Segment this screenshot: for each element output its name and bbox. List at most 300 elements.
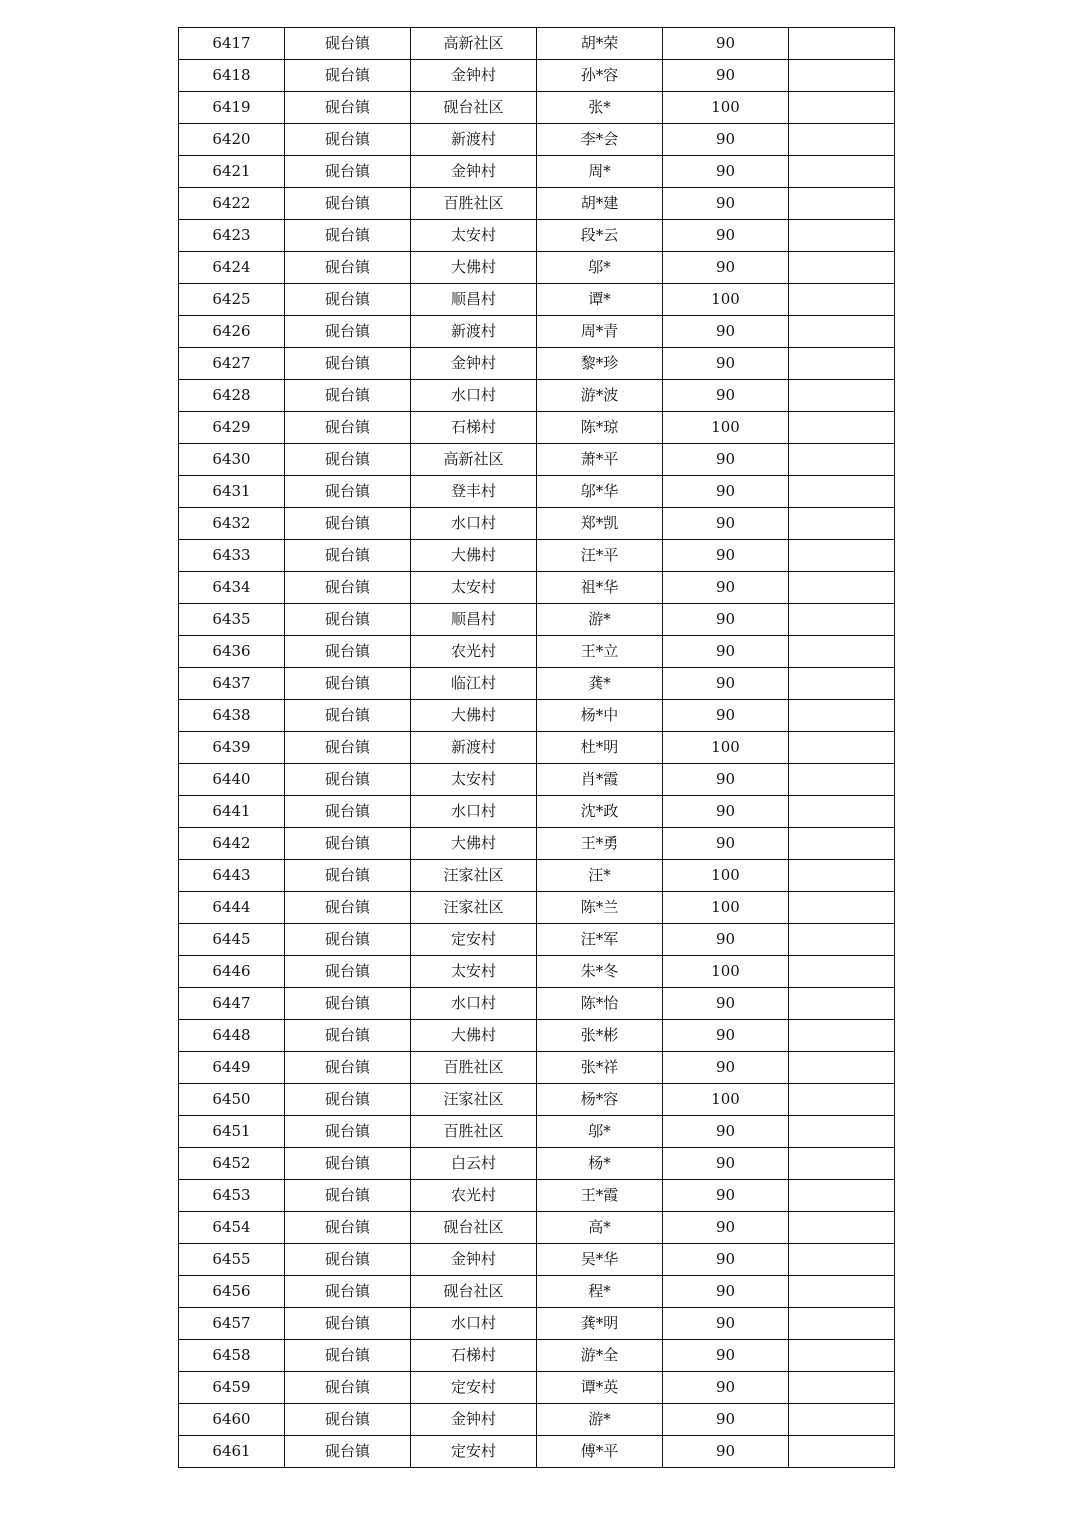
- amount-cell: 90: [663, 1148, 789, 1180]
- name-cell: 杨*: [537, 1148, 663, 1180]
- name-cell: 高*: [537, 1212, 663, 1244]
- village-cell: 金钟村: [411, 348, 537, 380]
- note-cell: [789, 1052, 895, 1084]
- town-cell: 砚台镇: [285, 1084, 411, 1116]
- amount-cell: 90: [663, 988, 789, 1020]
- amount-cell: 90: [663, 924, 789, 956]
- table-row: [179, 1084, 895, 1116]
- note-cell: [789, 348, 895, 380]
- table-row: [179, 220, 895, 252]
- amount-cell: 90: [663, 156, 789, 188]
- row-number-cell: 6447: [179, 988, 285, 1020]
- name-cell: 汪*平: [537, 540, 663, 572]
- table-row: [179, 1404, 895, 1436]
- note-cell: [789, 412, 895, 444]
- note-cell: [789, 1372, 895, 1404]
- town-cell: 砚台镇: [285, 124, 411, 156]
- row-number-cell: 6446: [179, 956, 285, 988]
- row-number-cell: 6460: [179, 1404, 285, 1436]
- table-row: [179, 508, 895, 540]
- row-number-cell: 6432: [179, 508, 285, 540]
- name-cell: 邬*: [537, 252, 663, 284]
- note-cell: [789, 828, 895, 860]
- note-cell: [789, 92, 895, 124]
- amount-cell: 90: [663, 700, 789, 732]
- table-row: [179, 348, 895, 380]
- note-cell: [789, 124, 895, 156]
- amount-cell: 90: [663, 1340, 789, 1372]
- village-cell: 新渡村: [411, 124, 537, 156]
- town-cell: 砚台镇: [285, 156, 411, 188]
- row-number-cell: 6429: [179, 412, 285, 444]
- village-cell: 大佛村: [411, 1020, 537, 1052]
- row-number-cell: 6458: [179, 1340, 285, 1372]
- village-cell: 水口村: [411, 380, 537, 412]
- amount-cell: 90: [663, 252, 789, 284]
- amount-cell: 90: [663, 1404, 789, 1436]
- note-cell: [789, 220, 895, 252]
- row-number-cell: 6456: [179, 1276, 285, 1308]
- table-row: [179, 1244, 895, 1276]
- table-row: [179, 28, 895, 60]
- table-row: [179, 124, 895, 156]
- table-row: [179, 284, 895, 316]
- table-row: [179, 700, 895, 732]
- village-cell: 砚台社区: [411, 92, 537, 124]
- name-cell: 萧*平: [537, 444, 663, 476]
- town-cell: 砚台镇: [285, 1340, 411, 1372]
- town-cell: 砚台镇: [285, 188, 411, 220]
- note-cell: [789, 540, 895, 572]
- note-cell: [789, 1276, 895, 1308]
- town-cell: 砚台镇: [285, 1404, 411, 1436]
- town-cell: 砚台镇: [285, 1308, 411, 1340]
- town-cell: 砚台镇: [285, 220, 411, 252]
- table-row: [179, 796, 895, 828]
- table-row: [179, 444, 895, 476]
- note-cell: [789, 1244, 895, 1276]
- note-cell: [789, 1404, 895, 1436]
- village-cell: 临江村: [411, 668, 537, 700]
- row-number-cell: 6435: [179, 604, 285, 636]
- village-cell: 太安村: [411, 956, 537, 988]
- town-cell: 砚台镇: [285, 444, 411, 476]
- row-number-cell: 6419: [179, 92, 285, 124]
- name-cell: 李*会: [537, 124, 663, 156]
- amount-cell: 90: [663, 1212, 789, 1244]
- name-cell: 陈*兰: [537, 892, 663, 924]
- table-row: [179, 1308, 895, 1340]
- amount-cell: 90: [663, 572, 789, 604]
- name-cell: 张*: [537, 92, 663, 124]
- table-row: [179, 828, 895, 860]
- town-cell: 砚台镇: [285, 252, 411, 284]
- town-cell: 砚台镇: [285, 764, 411, 796]
- note-cell: [789, 1212, 895, 1244]
- row-number-cell: 6436: [179, 636, 285, 668]
- village-cell: 太安村: [411, 764, 537, 796]
- name-cell: 程*: [537, 1276, 663, 1308]
- note-cell: [789, 60, 895, 92]
- table-row: [179, 604, 895, 636]
- amount-cell: 90: [663, 540, 789, 572]
- row-number-cell: 6418: [179, 60, 285, 92]
- village-cell: 大佛村: [411, 252, 537, 284]
- table-row: [179, 732, 895, 764]
- amount-cell: 90: [663, 1052, 789, 1084]
- town-cell: 砚台镇: [285, 796, 411, 828]
- table-row: [179, 636, 895, 668]
- town-cell: 砚台镇: [285, 1116, 411, 1148]
- name-cell: 龚*明: [537, 1308, 663, 1340]
- note-cell: [789, 1436, 895, 1468]
- amount-cell: 90: [663, 1244, 789, 1276]
- name-cell: 汪*: [537, 860, 663, 892]
- town-cell: 砚台镇: [285, 1020, 411, 1052]
- amount-cell: 90: [663, 764, 789, 796]
- note-cell: [789, 956, 895, 988]
- village-cell: 白云村: [411, 1148, 537, 1180]
- row-number-cell: 6425: [179, 284, 285, 316]
- row-number-cell: 6423: [179, 220, 285, 252]
- village-cell: 百胜社区: [411, 1116, 537, 1148]
- row-number-cell: 6438: [179, 700, 285, 732]
- note-cell: [789, 1020, 895, 1052]
- amount-cell: 90: [663, 220, 789, 252]
- amount-cell: 90: [663, 188, 789, 220]
- name-cell: 周*青: [537, 316, 663, 348]
- note-cell: [789, 1084, 895, 1116]
- row-number-cell: 6437: [179, 668, 285, 700]
- row-number-cell: 6449: [179, 1052, 285, 1084]
- name-cell: 邬*: [537, 1116, 663, 1148]
- row-number-cell: 6443: [179, 860, 285, 892]
- table-row: [179, 156, 895, 188]
- town-cell: 砚台镇: [285, 28, 411, 60]
- row-number-cell: 6439: [179, 732, 285, 764]
- table-row: [179, 412, 895, 444]
- table-row: [179, 1180, 895, 1212]
- amount-cell: 100: [663, 956, 789, 988]
- row-number-cell: 6442: [179, 828, 285, 860]
- roster-body: [179, 28, 895, 1468]
- village-cell: 水口村: [411, 1308, 537, 1340]
- amount-cell: 100: [663, 1084, 789, 1116]
- name-cell: 王*霞: [537, 1180, 663, 1212]
- note-cell: [789, 188, 895, 220]
- table-row: [179, 956, 895, 988]
- amount-cell: 90: [663, 668, 789, 700]
- row-number-cell: 6450: [179, 1084, 285, 1116]
- table-row: [179, 860, 895, 892]
- row-number-cell: 6430: [179, 444, 285, 476]
- village-cell: 汪家社区: [411, 892, 537, 924]
- row-number-cell: 6433: [179, 540, 285, 572]
- amount-cell: 90: [663, 604, 789, 636]
- table-row: [179, 92, 895, 124]
- name-cell: 胡*建: [537, 188, 663, 220]
- row-number-cell: 6428: [179, 380, 285, 412]
- table-row: [179, 316, 895, 348]
- town-cell: 砚台镇: [285, 316, 411, 348]
- note-cell: [789, 156, 895, 188]
- village-cell: 水口村: [411, 796, 537, 828]
- note-cell: [789, 316, 895, 348]
- name-cell: 肖*霞: [537, 764, 663, 796]
- amount-cell: 100: [663, 284, 789, 316]
- name-cell: 王*勇: [537, 828, 663, 860]
- town-cell: 砚台镇: [285, 956, 411, 988]
- table-row: [179, 1276, 895, 1308]
- amount-cell: 90: [663, 636, 789, 668]
- village-cell: 高新社区: [411, 28, 537, 60]
- village-cell: 金钟村: [411, 1244, 537, 1276]
- amount-cell: 90: [663, 796, 789, 828]
- note-cell: [789, 924, 895, 956]
- town-cell: 砚台镇: [285, 60, 411, 92]
- amount-cell: 90: [663, 124, 789, 156]
- note-cell: [789, 796, 895, 828]
- name-cell: 吴*华: [537, 1244, 663, 1276]
- name-cell: 黎*珍: [537, 348, 663, 380]
- name-cell: 陈*琼: [537, 412, 663, 444]
- note-cell: [789, 732, 895, 764]
- note-cell: [789, 284, 895, 316]
- table-row: [179, 892, 895, 924]
- row-number-cell: 6445: [179, 924, 285, 956]
- row-number-cell: 6451: [179, 1116, 285, 1148]
- note-cell: [789, 1148, 895, 1180]
- village-cell: 大佛村: [411, 540, 537, 572]
- table-row: [179, 572, 895, 604]
- row-number-cell: 6440: [179, 764, 285, 796]
- row-number-cell: 6421: [179, 156, 285, 188]
- note-cell: [789, 1116, 895, 1148]
- row-number-cell: 6461: [179, 1436, 285, 1468]
- amount-cell: 90: [663, 1116, 789, 1148]
- row-number-cell: 6434: [179, 572, 285, 604]
- town-cell: 砚台镇: [285, 604, 411, 636]
- table-row: [179, 924, 895, 956]
- town-cell: 砚台镇: [285, 636, 411, 668]
- note-cell: [789, 28, 895, 60]
- note-cell: [789, 444, 895, 476]
- village-cell: 大佛村: [411, 828, 537, 860]
- table-row: [179, 1052, 895, 1084]
- table-row: [179, 764, 895, 796]
- name-cell: 游*波: [537, 380, 663, 412]
- name-cell: 游*全: [537, 1340, 663, 1372]
- name-cell: 沈*政: [537, 796, 663, 828]
- town-cell: 砚台镇: [285, 732, 411, 764]
- note-cell: [789, 252, 895, 284]
- village-cell: 百胜社区: [411, 188, 537, 220]
- table-row: [179, 1148, 895, 1180]
- note-cell: [789, 988, 895, 1020]
- amount-cell: 90: [663, 28, 789, 60]
- name-cell: 胡*荣: [537, 28, 663, 60]
- row-number-cell: 6448: [179, 1020, 285, 1052]
- table-row: [179, 988, 895, 1020]
- village-cell: 新渡村: [411, 316, 537, 348]
- village-cell: 农光村: [411, 1180, 537, 1212]
- table-row: [179, 1372, 895, 1404]
- row-number-cell: 6441: [179, 796, 285, 828]
- row-number-cell: 6459: [179, 1372, 285, 1404]
- town-cell: 砚台镇: [285, 1436, 411, 1468]
- note-cell: [789, 1340, 895, 1372]
- table-row: [179, 1020, 895, 1052]
- amount-cell: 90: [663, 1276, 789, 1308]
- amount-cell: 90: [663, 1436, 789, 1468]
- name-cell: 段*云: [537, 220, 663, 252]
- name-cell: 张*彬: [537, 1020, 663, 1052]
- village-cell: 顺昌村: [411, 284, 537, 316]
- village-cell: 登丰村: [411, 476, 537, 508]
- town-cell: 砚台镇: [285, 860, 411, 892]
- village-cell: 顺昌村: [411, 604, 537, 636]
- name-cell: 张*祥: [537, 1052, 663, 1084]
- village-cell: 定安村: [411, 1436, 537, 1468]
- table-row: [179, 60, 895, 92]
- row-number-cell: 6420: [179, 124, 285, 156]
- town-cell: 砚台镇: [285, 1052, 411, 1084]
- note-cell: [789, 508, 895, 540]
- row-number-cell: 6457: [179, 1308, 285, 1340]
- village-cell: 金钟村: [411, 1404, 537, 1436]
- town-cell: 砚台镇: [285, 924, 411, 956]
- town-cell: 砚台镇: [285, 828, 411, 860]
- village-cell: 金钟村: [411, 60, 537, 92]
- town-cell: 砚台镇: [285, 284, 411, 316]
- amount-cell: 100: [663, 860, 789, 892]
- village-cell: 高新社区: [411, 444, 537, 476]
- town-cell: 砚台镇: [285, 540, 411, 572]
- village-cell: 太安村: [411, 572, 537, 604]
- name-cell: 游*: [537, 1404, 663, 1436]
- village-cell: 大佛村: [411, 700, 537, 732]
- amount-cell: 90: [663, 1308, 789, 1340]
- note-cell: [789, 572, 895, 604]
- village-cell: 砚台社区: [411, 1276, 537, 1308]
- amount-cell: 100: [663, 892, 789, 924]
- town-cell: 砚台镇: [285, 572, 411, 604]
- village-cell: 太安村: [411, 220, 537, 252]
- town-cell: 砚台镇: [285, 1212, 411, 1244]
- amount-cell: 90: [663, 1372, 789, 1404]
- note-cell: [789, 668, 895, 700]
- table-row: [179, 188, 895, 220]
- note-cell: [789, 380, 895, 412]
- town-cell: 砚台镇: [285, 892, 411, 924]
- village-cell: 定安村: [411, 924, 537, 956]
- village-cell: 汪家社区: [411, 1084, 537, 1116]
- name-cell: 龚*: [537, 668, 663, 700]
- town-cell: 砚台镇: [285, 508, 411, 540]
- name-cell: 杜*明: [537, 732, 663, 764]
- name-cell: 孙*容: [537, 60, 663, 92]
- amount-cell: 90: [663, 828, 789, 860]
- town-cell: 砚台镇: [285, 1148, 411, 1180]
- row-number-cell: 6452: [179, 1148, 285, 1180]
- table-row: [179, 252, 895, 284]
- village-cell: 百胜社区: [411, 1052, 537, 1084]
- amount-cell: 90: [663, 1020, 789, 1052]
- amount-cell: 90: [663, 316, 789, 348]
- name-cell: 朱*冬: [537, 956, 663, 988]
- note-cell: [789, 764, 895, 796]
- amount-cell: 90: [663, 60, 789, 92]
- town-cell: 砚台镇: [285, 1276, 411, 1308]
- note-cell: [789, 1308, 895, 1340]
- town-cell: 砚台镇: [285, 92, 411, 124]
- amount-cell: 90: [663, 348, 789, 380]
- village-cell: 新渡村: [411, 732, 537, 764]
- town-cell: 砚台镇: [285, 700, 411, 732]
- amount-cell: 100: [663, 92, 789, 124]
- village-cell: 汪家社区: [411, 860, 537, 892]
- row-number-cell: 6424: [179, 252, 285, 284]
- row-number-cell: 6427: [179, 348, 285, 380]
- town-cell: 砚台镇: [285, 476, 411, 508]
- town-cell: 砚台镇: [285, 380, 411, 412]
- amount-cell: 90: [663, 444, 789, 476]
- table-row: [179, 1116, 895, 1148]
- name-cell: 杨*容: [537, 1084, 663, 1116]
- note-cell: [789, 476, 895, 508]
- row-number-cell: 6426: [179, 316, 285, 348]
- village-cell: 金钟村: [411, 156, 537, 188]
- amount-cell: 90: [663, 380, 789, 412]
- table-row: [179, 668, 895, 700]
- row-number-cell: 6444: [179, 892, 285, 924]
- table-row: [179, 1340, 895, 1372]
- table-row: [179, 380, 895, 412]
- village-cell: 石梯村: [411, 412, 537, 444]
- amount-cell: 90: [663, 476, 789, 508]
- note-cell: [789, 860, 895, 892]
- note-cell: [789, 892, 895, 924]
- village-cell: 水口村: [411, 988, 537, 1020]
- amount-cell: 100: [663, 412, 789, 444]
- village-cell: 石梯村: [411, 1340, 537, 1372]
- name-cell: 王*立: [537, 636, 663, 668]
- town-cell: 砚台镇: [285, 1244, 411, 1276]
- name-cell: 傅*平: [537, 1436, 663, 1468]
- table-row: [179, 476, 895, 508]
- name-cell: 陈*怡: [537, 988, 663, 1020]
- name-cell: 邬*华: [537, 476, 663, 508]
- note-cell: [789, 636, 895, 668]
- name-cell: 周*: [537, 156, 663, 188]
- table-row: [179, 1436, 895, 1468]
- amount-cell: 90: [663, 1180, 789, 1212]
- town-cell: 砚台镇: [285, 988, 411, 1020]
- name-cell: 谭*英: [537, 1372, 663, 1404]
- town-cell: 砚台镇: [285, 1372, 411, 1404]
- amount-cell: 100: [663, 732, 789, 764]
- town-cell: 砚台镇: [285, 668, 411, 700]
- row-number-cell: 6453: [179, 1180, 285, 1212]
- row-number-cell: 6455: [179, 1244, 285, 1276]
- table-row: [179, 1212, 895, 1244]
- village-cell: 砚台社区: [411, 1212, 537, 1244]
- row-number-cell: 6431: [179, 476, 285, 508]
- note-cell: [789, 604, 895, 636]
- note-cell: [789, 1180, 895, 1212]
- name-cell: 杨*中: [537, 700, 663, 732]
- name-cell: 郑*凯: [537, 508, 663, 540]
